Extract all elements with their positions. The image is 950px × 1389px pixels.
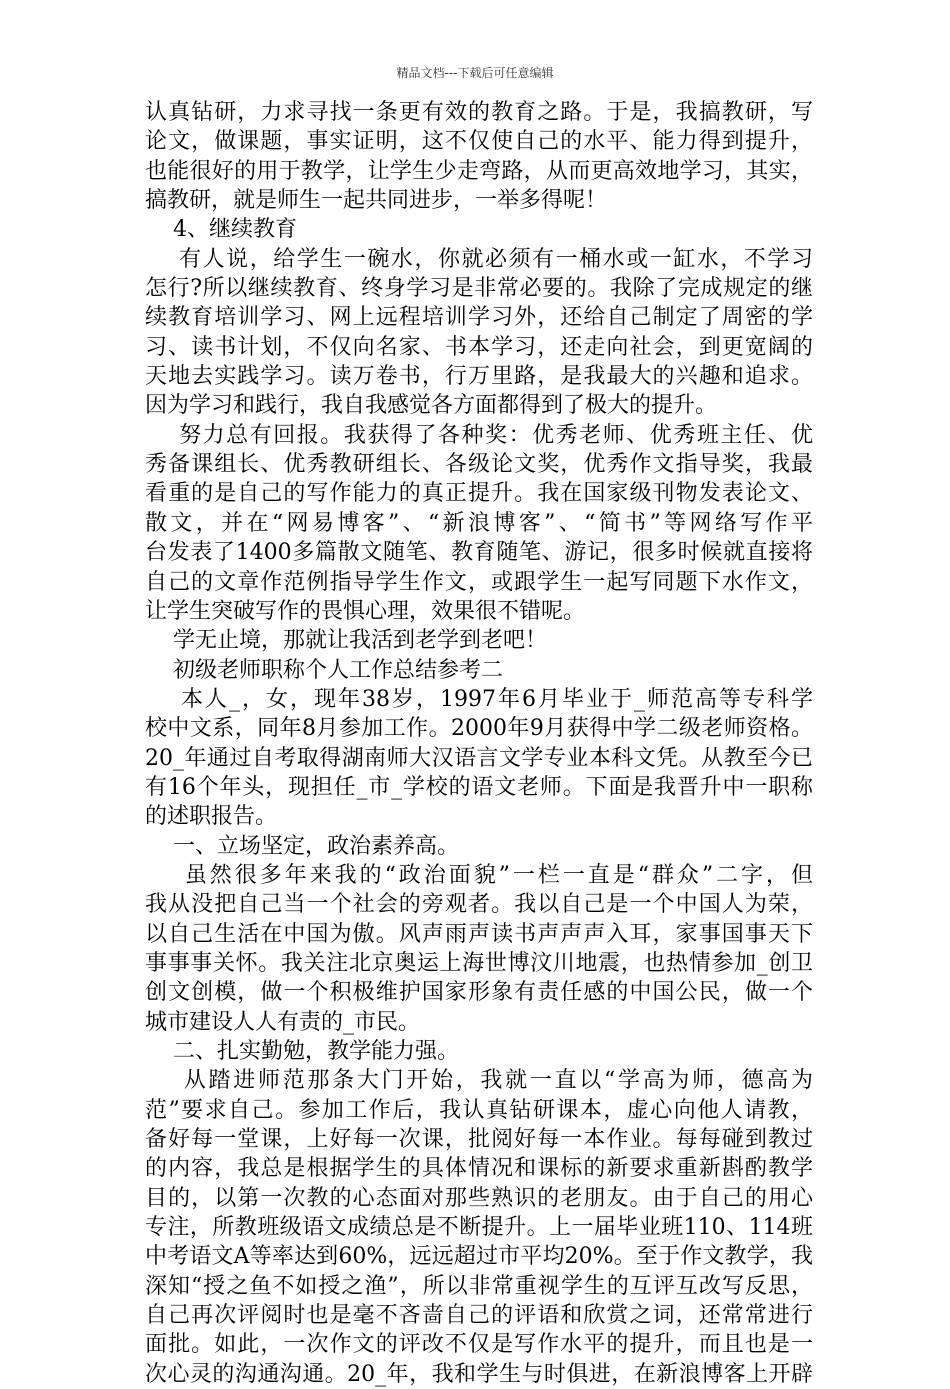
text-line: 深知“授之鱼不如授之渔”，所以非常重视学生的互评互改写反思， — [145, 1273, 813, 1299]
text-line: 虽然很多年来我的“政治面貌”一栏一直是“群众”二字，但 — [145, 862, 813, 888]
text-line: 台发表了1400多篇散文随笔、教育随笔、游记，很多时候就直接将 — [145, 540, 813, 566]
page-header: 精品文档---下载后可任意编辑 — [396, 66, 554, 80]
text-line: 学无止境，那就让我活到老学到老吧！ — [145, 628, 547, 654]
text-line: 续教育培训学习、网上远程培训学习外，还给自己制定了周密的学 — [145, 305, 813, 331]
text-line: 散文，并在“网易博客”、“新浪博客”、“简书”等网络写作平 — [145, 510, 813, 536]
text-line: 事事事关怀。我关注北京奥运上海世博汶川地震，也热情参加_创卫 — [145, 950, 813, 976]
text-line: 天地去实践学习。读万卷书，行万里路，是我最大的兴趣和追求。 — [145, 364, 813, 390]
text-line: 论文，做课题，事实证明，这不仅使自己的水平、能力得到提升， — [145, 129, 813, 155]
text-line: 4、继续教育 — [145, 217, 297, 243]
text-line: 中考语文A等率达到60%，远远超过市平均20%。至于作文教学，我 — [145, 1244, 813, 1270]
text-line: 20_年通过自考取得湖南师大汉语言文学专业本科文凭。从教至今已 — [145, 745, 813, 771]
text-line: 有16个年头，现担任_市_学校的语文老师。下面是我晋升中一职称 — [145, 774, 813, 800]
text-line: 因为学习和践行，我自我感觉各方面都得到了极大的提升。 — [145, 393, 718, 419]
text-line: 怎行?所以继续教育、终身学习是非常必要的。我除了完成规定的继 — [145, 276, 813, 302]
text-line: 面批。如此，一次作文的评改不仅是写作水平的提升，而且也是一 — [145, 1332, 813, 1358]
text-line: 创文创模，做一个积极维护国家形象有责任感的中国公民，做一个 — [145, 980, 813, 1006]
text-line: 二、扎实勤勉，教学能力强。 — [145, 1039, 459, 1064]
text-line: 也能很好的用于教学，让学生少走弯路，从而更高效地学习，其实， — [145, 158, 813, 184]
text-line: 自己再次评阅时也是毫不吝啬自己的评语和欣赏之词，还常常进行 — [145, 1303, 813, 1329]
text-line: 以自己生活在中国为傲。风声雨声读书声声声入耳，家事国事天下 — [145, 921, 813, 947]
text-line: 的内容，我总是根据学生的具体情况和课标的新要求重新斟酌教学 — [145, 1156, 813, 1182]
text-line: 搞教研，就是师生一起共同进步，一举多得呢！ — [145, 188, 608, 214]
text-line: 看重的是自己的写作能力的真正提升。我在国家级刊物发表论文、 — [145, 481, 813, 507]
text-line: 范”要求自己。参加工作后，我认真钻研课本，虚心向他人请教， — [145, 1097, 813, 1123]
text-line: 一、立场坚定，政治素养高。 — [145, 833, 459, 859]
document-body — [145, 98, 813, 1389]
text-line: 专注，所教班级语文成绩总是不断提升。上一届毕业班110、114班 — [145, 1215, 814, 1241]
text-line: 目的，以第一次教的心态面对那些熟识的老朋友。由于自己的用心 — [145, 1185, 813, 1211]
text-line: 的述职报告。 — [145, 804, 278, 830]
text-line: 本人_，女，现年38岁，1997年6月毕业于_师范高等专科学 — [145, 686, 813, 712]
text-line: 努力总有回报。我获得了各种奖：优秀老师、优秀班主任、优 — [145, 422, 813, 448]
text-line: 初级老师职称个人工作总结参考二 — [145, 657, 503, 683]
text-line: 自己的文章作范例指导学生作文，或跟学生一起写同题下水作文， — [145, 569, 813, 595]
text-line: 校中文系，同年8月参加工作。2000年9月获得中学二级老师资格。 — [145, 716, 814, 742]
text-line: 秀备课组长、优秀教研组长、各级论文奖，优秀作文指导奖，我最 — [145, 452, 813, 478]
text-line: 认真钻研，力求寻找一条更有效的教育之路。于是，我搞教研，写 — [145, 100, 813, 125]
text-line: 让学生突破写作的畏惧心理，效果很不错呢。 — [145, 598, 586, 624]
text-line: 次心灵的沟通沟通。20_年，我和学生与时俱进，在新浪博客上开辟 — [145, 1361, 813, 1387]
text-line: 我从没把自己当一个社会的旁观者。我以自己是一个中国人为荣， — [145, 892, 813, 918]
text-line: 习、读书计划，不仅向名家、书本学习，还走向社会，到更宽阔的 — [145, 334, 813, 360]
text-line: 备好每一堂课，上好每一次课，批阅好每一本作业。每每碰到教过 — [145, 1127, 813, 1153]
text-line: 从踏进师范那条大门开始，我就一直以“学高为师，德高为 — [145, 1068, 813, 1094]
text-line: 有人说，给学生一碗水，你就必须有一桶水或一缸水，不学习 — [145, 246, 813, 272]
text-line: 城市建设人人有责的_市民。 — [145, 1009, 421, 1035]
